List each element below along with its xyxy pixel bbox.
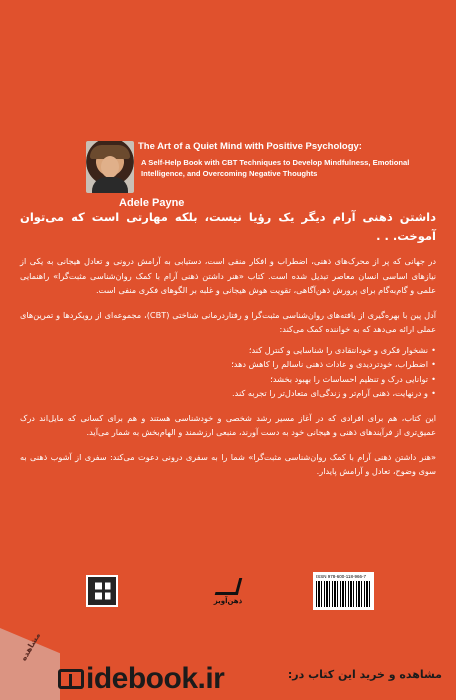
book-header [86,141,436,209]
publisher-name: ذهن‌آویز [213,597,243,605]
isbn-text: ISSN 978-600-118-966-7 [316,574,366,579]
shirt-shape [92,177,128,193]
benefits-list [20,343,436,401]
qr-pattern [88,577,116,605]
author-name: Adele Payne [119,197,185,209]
publisher-logo [208,578,248,608]
book-title-en: The Art of a Quiet Mind with Positive Psychology: [138,141,362,152]
paragraph-intro: در جهانی که پر از محرک‌های ذهنی، اضطراب و افکار منفی است، دستیابی به آرامش درونی و تعادل هیجانی به یکی از نیازهای اساسی انسان معاصر تبدیل شده است. کتاب «هنر داشتن ذهنی آرام با کمک روان‌شناسی مثبت‌گرا» راهنمایی علمی و گام‌به‌گام برای پرورش ذهن‌آگاهی، تقویت هوش هیجانی و غلبه بر الگوهای فکری منفی است. [20,256,436,295]
list-item: • توانایی درک و تنظیم احساسات را بهبود بخشد؛ [20,372,436,387]
qr-code-icon [86,575,118,607]
lead-sentence: داشتن ذهنی آرام دیگر یک رؤیا نیست، بلکه مهارتی است که می‌توان آموخت. . . [20,210,436,243]
publisher-mark-icon [214,578,242,595]
list-item: • اضطراب، خودتردیدی و عادات ذهنی ناسالم را کاهش دهد؛ [20,357,436,372]
body-text [20,208,436,489]
book-icon [58,669,84,689]
site-watermark[interactable] [0,631,456,700]
author-photo [86,141,134,193]
face-shape [101,156,119,178]
list-item: • نشخوار فکری و خودانتقادی را شناسایی و کنترل کند؛ [20,343,436,358]
paragraph-audience: این کتاب، هم برای افرادی که در آغاز مسیر رشد شخصی و خودشناسی هستند و هم برای کسانی که مایل‌اند درک عمیق‌تری از فرآیندهای ذهنی و هیجانی خود به دست آورند، منبعی ارزشمند و الهام‌بخش به شمار می‌آید. [20,412,436,437]
paragraph-invitation: «هنر داشتن ذهنی آرام با کمک روان‌شناسی مثبت‌گرا» شما را به سفری درونی دعوت می‌کند: سفری از آشوب ذهنی به سوی وضوح، تعادل و آرامش پایدار. [20,451,436,476]
watermark-logo[interactable] [58,662,224,696]
watermark-logo-text: idebook.ir [86,662,225,695]
watermark-caption: مشاهده و خرید این کتاب در: [287,668,442,681]
list-item: • و درنهایت، ذهنی آرام‌تر و زندگی‌ای متعادل‌تر را تجربه کند. [20,386,436,401]
isbn-barcode [313,572,374,610]
paragraph-approach: آدل پین با بهره‌گیری از یافته‌های روان‌شناسی مثبت‌گرا و رفتاردرمانی شناختی (CBT)، مجموعه‌ای از رویکردها و تمرین‌های عملی ارائه می‌دهد که به خواننده کمک می‌کند: [20,309,436,334]
watermark-badge-text: مشاهده [18,631,43,663]
book-subtitle-en: A Self-Help Book with CBT Techniques to Develop Mindfulness, Emotional Intelligence, and Overcoming Negative Thoughts [141,158,410,178]
barcode-icon [316,581,371,607]
